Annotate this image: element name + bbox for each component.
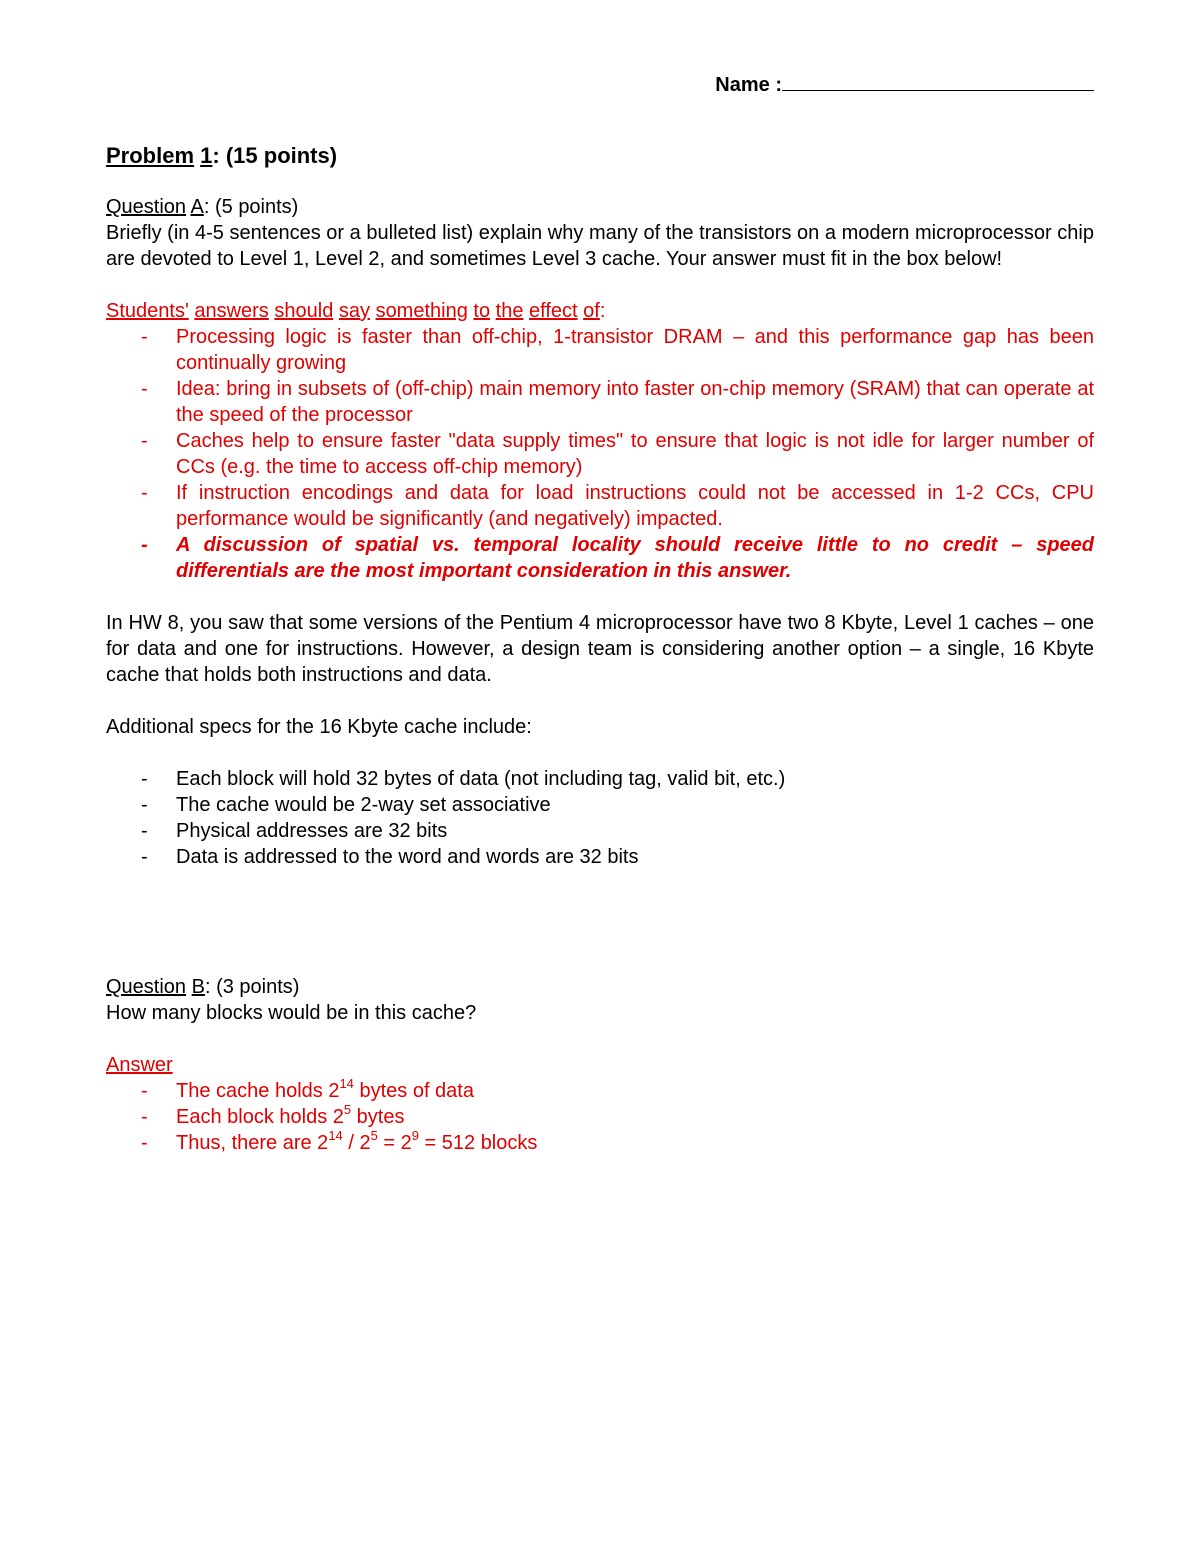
exam-content [106,143,1094,1156]
spacer [106,740,1094,766]
spacer [106,1026,1094,1052]
specs-list [106,766,1094,870]
list-item: - The cache would be 2-way set associative [141,794,551,816]
bullet-dash: - [141,820,148,842]
list-item: - Idea: bring in subsets of (off-chip) main memory into faster on-chip memory (SRAM) that can operate at the speed of the processor [141,378,1094,426]
list-item: - Data is addressed to the word and words are 32 bits [141,846,639,868]
spacer [106,948,1094,974]
spacer [106,870,1094,948]
spacer [106,272,1094,298]
bullet-dash: - [141,1080,148,1102]
bullet-dash: - [141,1106,148,1128]
bullet-dash: - [141,846,148,868]
spacer [106,584,1094,610]
bullet-dash: - [141,794,148,816]
bullet-dash: - [141,768,148,790]
spacer [106,688,1094,714]
list-item: - Physical addresses are 32 bits [141,820,448,842]
answer-b-list [106,1078,1094,1156]
bullet-dash: - [141,326,148,348]
question-b-label: Question B: (3 points) [106,976,300,998]
specs-intro: Additional specs for the 16 Kbyte cache include: [106,716,532,738]
answer-b-heading: Answer [106,1054,173,1076]
question-b-prompt: How many blocks would be in this cache? [106,1002,477,1024]
bullet-dash: - [141,534,148,556]
answer-a-list [106,324,1094,584]
question-a-prompt: Briefly (in 4-5 sentences or a bulleted list) explain why many of the transistors on a modern microprocessor chip are devoted to Level 1, Level 2, and sometimes Level 3 cache. Your answer must fit in the box below! [106,222,1094,270]
list-item: - If instruction encodings and data for load instructions could not be accessed in 1-2 CCs, CPU performance would be significantly (and negatively) impacted. [141,482,1094,530]
bullet-dash: - [141,378,148,400]
bullet-dash: - [141,482,148,504]
question-a-label: Question A: (5 points) [106,196,299,218]
list-item: - The cache holds $2^{14}$ bytes of data [141,1076,474,1102]
answer-a-heading: Students' answers should say something to the effect of: [106,300,606,322]
name-blank-line [782,72,1094,91]
list-item: - Each block holds $2^5$ bytes [141,1102,405,1128]
list-item: - Caches help to ensure faster "data supply times" to ensure that logic is not idle for larger number of CCs (e.g. the time to access off-chip memory) [141,430,1094,478]
list-item: - A discussion of spatial vs. temporal locality should receive little to no credit – speed differentials are the most important consideration in this answer. [141,534,1094,582]
bullet-dash: - [141,430,148,452]
name-field [715,72,1094,97]
list-item: - Each block will hold 32 bytes of data (not including tag, valid bit, etc.) [141,768,786,790]
bullet-dash: - [141,1132,148,1154]
problem-title: Problem 1: (15 points) [106,143,338,168]
name-label: Name : [715,74,782,96]
context-paragraph: In HW 8, you saw that some versions of the Pentium 4 microprocessor have two 8 Kbyte, Level 1 caches – one for data and one for instructions. However, a design team is considering another option – a single, 16 Kbyte cache that holds both instructions and data. [106,612,1094,686]
list-item: - Thus, there are $2^{14} / 2^5 = 2^9 = 512$ blocks [141,1128,538,1154]
list-item: - Processing logic is faster than off-chip, 1-transistor DRAM – and this performance gap has been continually growing [141,326,1094,374]
